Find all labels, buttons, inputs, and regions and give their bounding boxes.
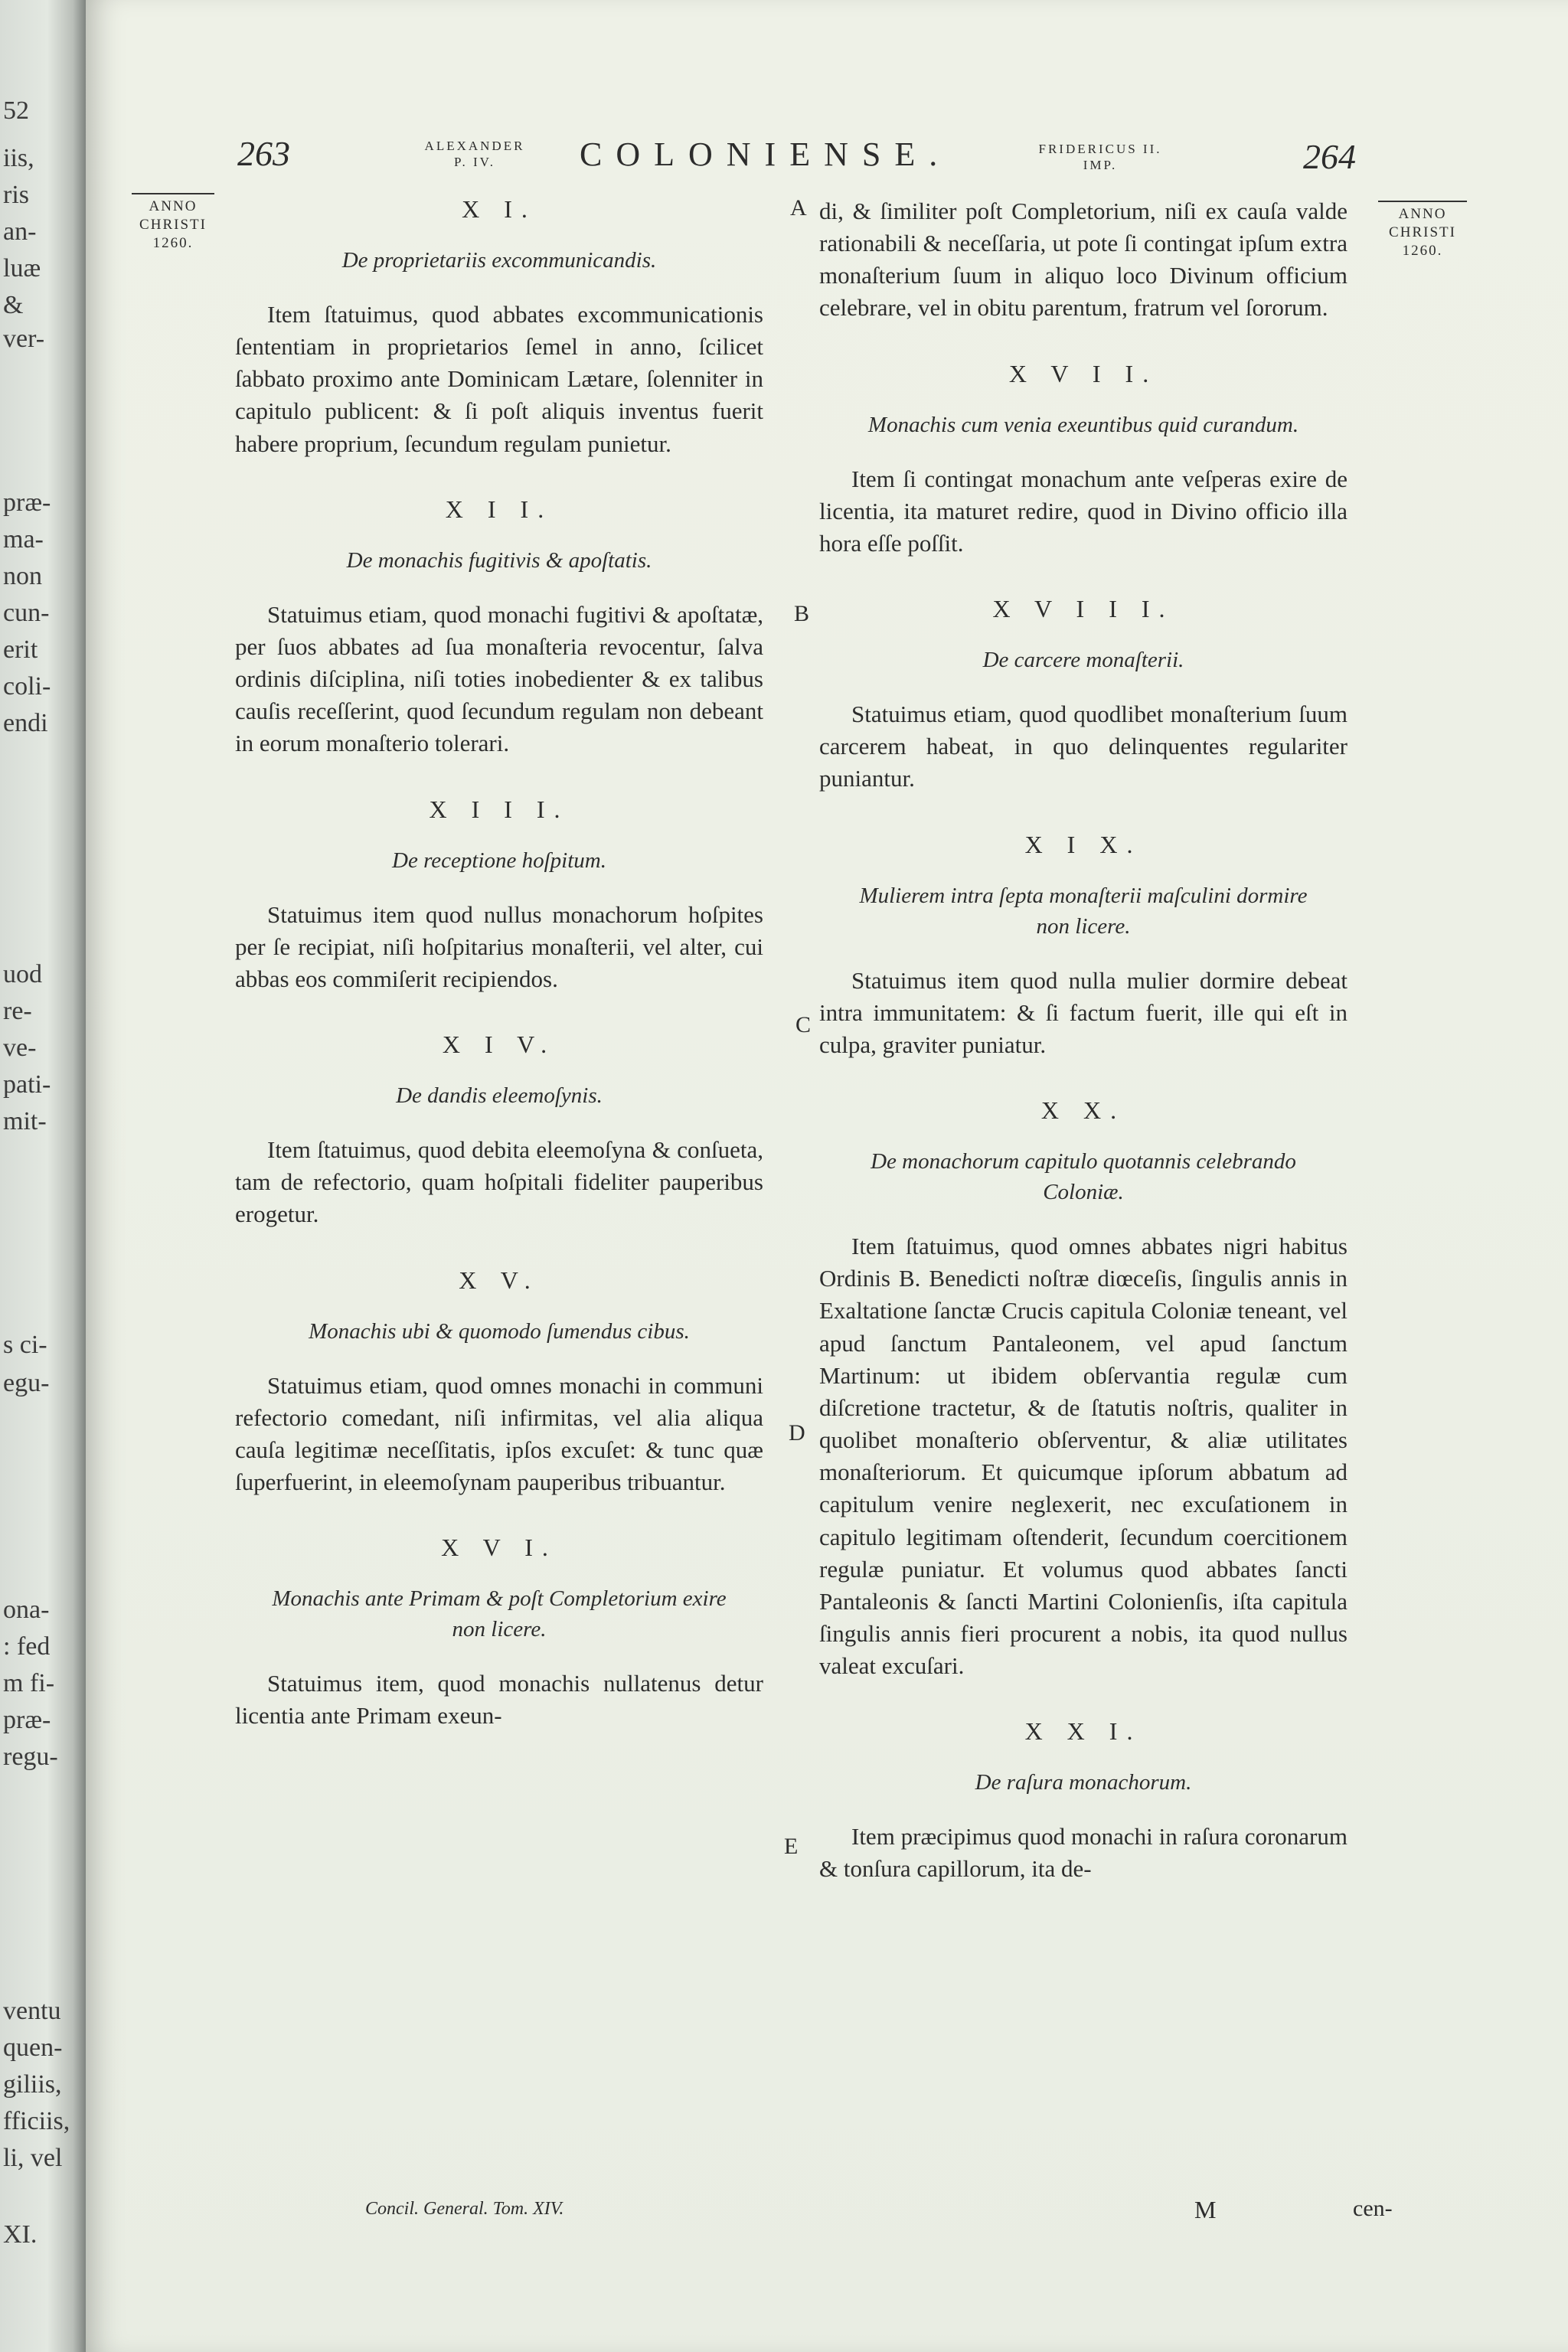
running-title: COLONIENSE. — [580, 136, 952, 173]
section-number: X V I I. — [1008, 359, 1158, 387]
pope-name: ALEXANDER — [424, 139, 525, 153]
left-page-fragment: pati- — [3, 1070, 51, 1099]
section-body: Item ſtatuimus, quod omnes abbates nigri habitus Ordinis B. Benedicti noſtræ diœceſis, ſingulis annis in Exaltatione ſanctæ Crucis capitula Coloniæ teneant, vel apud ſanctum Pantaleonem, vel apud ſanctum Martinum: ut ibidem obſervantia regulæ cum diſcretione tractetur, & de ſtatutis noſtris, qualiter in quolibet monaſterio obſerventur, & aliæ utilitates monaſteriorum. Et quicumque ipſorum abbatum ad capitulum venire neglexerit, nec excuſationem in capitulo legitimam oſtenderit, ſecundum coercitionem regulæ puniatur. Et volumus quod abbates ſancti Pantaleonis & ſancti Martini Colonienſis, iſta capitula ſingulis annis fieri procurent a nobis, ita quod nullus valeat excuſari. — [819, 1233, 1348, 1680]
section — [819, 360, 1348, 560]
left-page-fragment: coli- — [3, 672, 51, 701]
left-page-fragment: ve- — [3, 1034, 37, 1062]
left-page-fragment: 52 — [3, 96, 29, 125]
left-page-fragment: mit- — [3, 1107, 47, 1135]
margin-letter-a: A — [790, 195, 807, 220]
emperor-name: FRIDERICUS II. — [1038, 142, 1162, 156]
section-title: De receptione hoſpitum. — [392, 848, 606, 873]
section — [819, 595, 1348, 795]
section-body: Statuimus etiam, quod omnes monachi in communi refectorio comedant, niſi infirmitas, vel alia aliqua cauſa legitimæ neceſſitatis, ipſos excuſet: & tunc quæ ſuperfuerint, in eleemoſynam pauperibus tribuantur. — [235, 1371, 763, 1496]
left-column — [235, 195, 763, 1768]
section-title: De proprietariis excommunicandis. — [341, 248, 657, 273]
anno-label: ANNO — [149, 198, 198, 214]
catchword: cen- — [1353, 2196, 1393, 2221]
margin-letter-c: C — [795, 1012, 812, 1037]
right-column — [819, 195, 1348, 1921]
section — [819, 1096, 1348, 1682]
section-number: X I I I. — [429, 795, 570, 823]
section — [235, 1031, 763, 1230]
left-page-fragment: s ci- — [3, 1331, 47, 1359]
left-page-fragment: ventu — [3, 1997, 61, 2025]
anno-label: ANNO — [1398, 206, 1447, 222]
section-continuation: di, & ſimiliter poſt Completorium, niſi ex cauſa valde rationabili & neceſſaria, ut pote ſi contingat ipſum extra monaſterium ſuum in aliquo loco Divinum officium celebrare, vel in obitu parentum, fratrum vel ſororum. — [819, 198, 1348, 322]
pope-number: P. IV. — [453, 155, 496, 169]
section — [819, 831, 1348, 1062]
margin-letter-d: D — [789, 1420, 805, 1446]
section-title: De carcere monaſterii. — [982, 648, 1184, 673]
christi-label: CHRISTI — [1389, 224, 1456, 240]
section-body: Item ſtatuimus, quod debita eleemoſyna & conſueta, tam de refectorio, quam hoſpitali fideliter pauperibus erogetur. — [235, 1136, 763, 1228]
left-page-fragment: giliis, — [3, 2070, 62, 2099]
left-page-fragment: egu- — [3, 1369, 50, 1397]
left-page-fragment: luæ — [3, 254, 41, 283]
section-body: Item ſtatuimus, quod abbates excommunicationis ſententiam in proprietarios ſemel in anno, ſcilicet ſabbato proximo ante Dominicam Lætare, ſolenniter in capitulo publicent: & ſi poſt aliquis inventus fuerit habere proprium, ſecundum regulam punietur. — [235, 301, 763, 457]
section-body: Statuimus item, quod monachis nullatenus detur licentia ante Primam exeun- — [235, 1670, 763, 1730]
section-title: Mulierem intra ſepta monaſterii maſculini dormire non licere. — [859, 883, 1308, 939]
left-page-fragment: non — [3, 562, 42, 590]
left-page-fragment: ona- — [3, 1596, 50, 1624]
section-body: Statuimus etiam, quod quodlibet monaſterium ſuum carcerem habeat, in quo delinquentes regulariter puniantur. — [819, 701, 1348, 792]
year-label: 1260. — [152, 234, 194, 251]
emperor-heading — [985, 142, 1215, 172]
left-page-fragment: quen- — [3, 2034, 63, 2062]
signature-mark: M — [1194, 2196, 1217, 2223]
section-number: X X. — [1040, 1096, 1126, 1125]
volume-reference: Concil. General. Tom. XIV. — [365, 2199, 564, 2219]
section-body: Statuimus etiam, quod monachi fugitivi & apoſtatæ, per ſuos abbates ad ſua monaſteria revocentur, ſalva ordinis diſciplina, niſi toties inobedienter & ex talibus cauſis receſſerint, quod ſecundum regulam non debeant in eorum monaſterio tolerari. — [235, 600, 763, 757]
left-page-fragment: præ- — [3, 1706, 51, 1734]
year-label: 1260. — [1402, 242, 1443, 259]
left-page-fragment: regu- — [3, 1743, 58, 1771]
left-page-fragment: ver- — [3, 325, 45, 353]
page-number-right: 264 — [1303, 137, 1356, 176]
left-page-fragment: erit — [3, 635, 38, 664]
section-number: X I X. — [1024, 830, 1142, 858]
section-number: X X I. — [1024, 1717, 1142, 1746]
section-title: Monachis ante Primam & poſt Completorium exire non licere. — [272, 1586, 727, 1642]
section — [235, 1266, 763, 1499]
christi-label: CHRISTI — [139, 216, 207, 233]
section-title: De dandis eleemoſynis. — [396, 1083, 603, 1109]
section-title: De raſura monachorum. — [975, 1770, 1192, 1795]
main-page — [86, 0, 1568, 2352]
left-page-fragment: m fi- — [3, 1669, 55, 1697]
left-page-fragment: fficiis, — [3, 2107, 70, 2135]
section-number: X V I I I. — [992, 595, 1174, 623]
left-page-edge — [0, 0, 86, 2352]
section-body: Statuimus item quod nullus monachorum hoſpites per ſe recipiat, niſi hoſpitarius monaſterii, vel alter, cui abbas eos commiſerit recipiendos. — [235, 900, 763, 992]
section — [235, 495, 763, 760]
left-page-fragment: ris — [3, 181, 29, 209]
left-page-fragment: re- — [3, 997, 32, 1025]
right-column-sections — [819, 360, 1348, 1886]
margin-letter-b: B — [794, 601, 810, 626]
pope-heading — [360, 139, 590, 168]
section-number: X I V. — [442, 1031, 557, 1059]
left-page-fragment: cun- — [3, 599, 50, 627]
section-number: X I. — [462, 195, 537, 223]
section-body: Item ſi contingat monachum ante veſperas exire de licentia, ita maturet redire, quod in Divino officio illa hora eſſe poſſit. — [819, 465, 1348, 557]
section-title: De monachorum capitulo quotannis celebrando Coloniæ. — [871, 1149, 1296, 1205]
section-body: Item præcipimus quod monachi in raſura coronarum & tonſura capillorum, ita de- — [819, 1823, 1348, 1883]
section — [235, 195, 763, 460]
left-page-fragment: præ- — [3, 488, 51, 517]
left-page-fragment: : fed — [3, 1632, 51, 1661]
anno-christi-left — [132, 193, 214, 252]
margin-letter-e: E — [784, 1834, 799, 1859]
section-title: De monachis fugitivis & apoſtatis. — [346, 547, 652, 573]
section-number: X V I. — [441, 1534, 557, 1562]
left-page-fragment: iis, — [3, 144, 34, 172]
left-page-fragment: & — [3, 291, 24, 319]
emperor-title: IMP. — [1083, 158, 1118, 172]
left-page-fragment: uod — [3, 960, 42, 988]
left-page-fragment: ma- — [3, 525, 44, 554]
left-page-fragment: endi — [3, 709, 48, 737]
left-page-fragment: XI. — [3, 2220, 38, 2249]
section-number: X V. — [459, 1266, 540, 1294]
section-title: Monachis ubi & quomodo ſumendus cibus. — [309, 1318, 690, 1344]
section-number: X I I. — [445, 495, 554, 523]
section-body: Statuimus item quod nulla mulier dormire debeat intra immunitatem: & ſi factum fuerit, ille qui eſt in culpa, graviter puniatur. — [819, 966, 1348, 1058]
section — [235, 795, 763, 995]
anno-christi-right — [1378, 201, 1467, 260]
left-page-fragment: li, vel — [3, 2144, 63, 2172]
left-page-fragment: an- — [3, 217, 37, 246]
section — [819, 1717, 1348, 1885]
section — [235, 1534, 763, 1732]
page-number-left: 263 — [237, 134, 290, 173]
section-title: Monachis cum venia exeuntibus quid curandum. — [867, 412, 1299, 437]
